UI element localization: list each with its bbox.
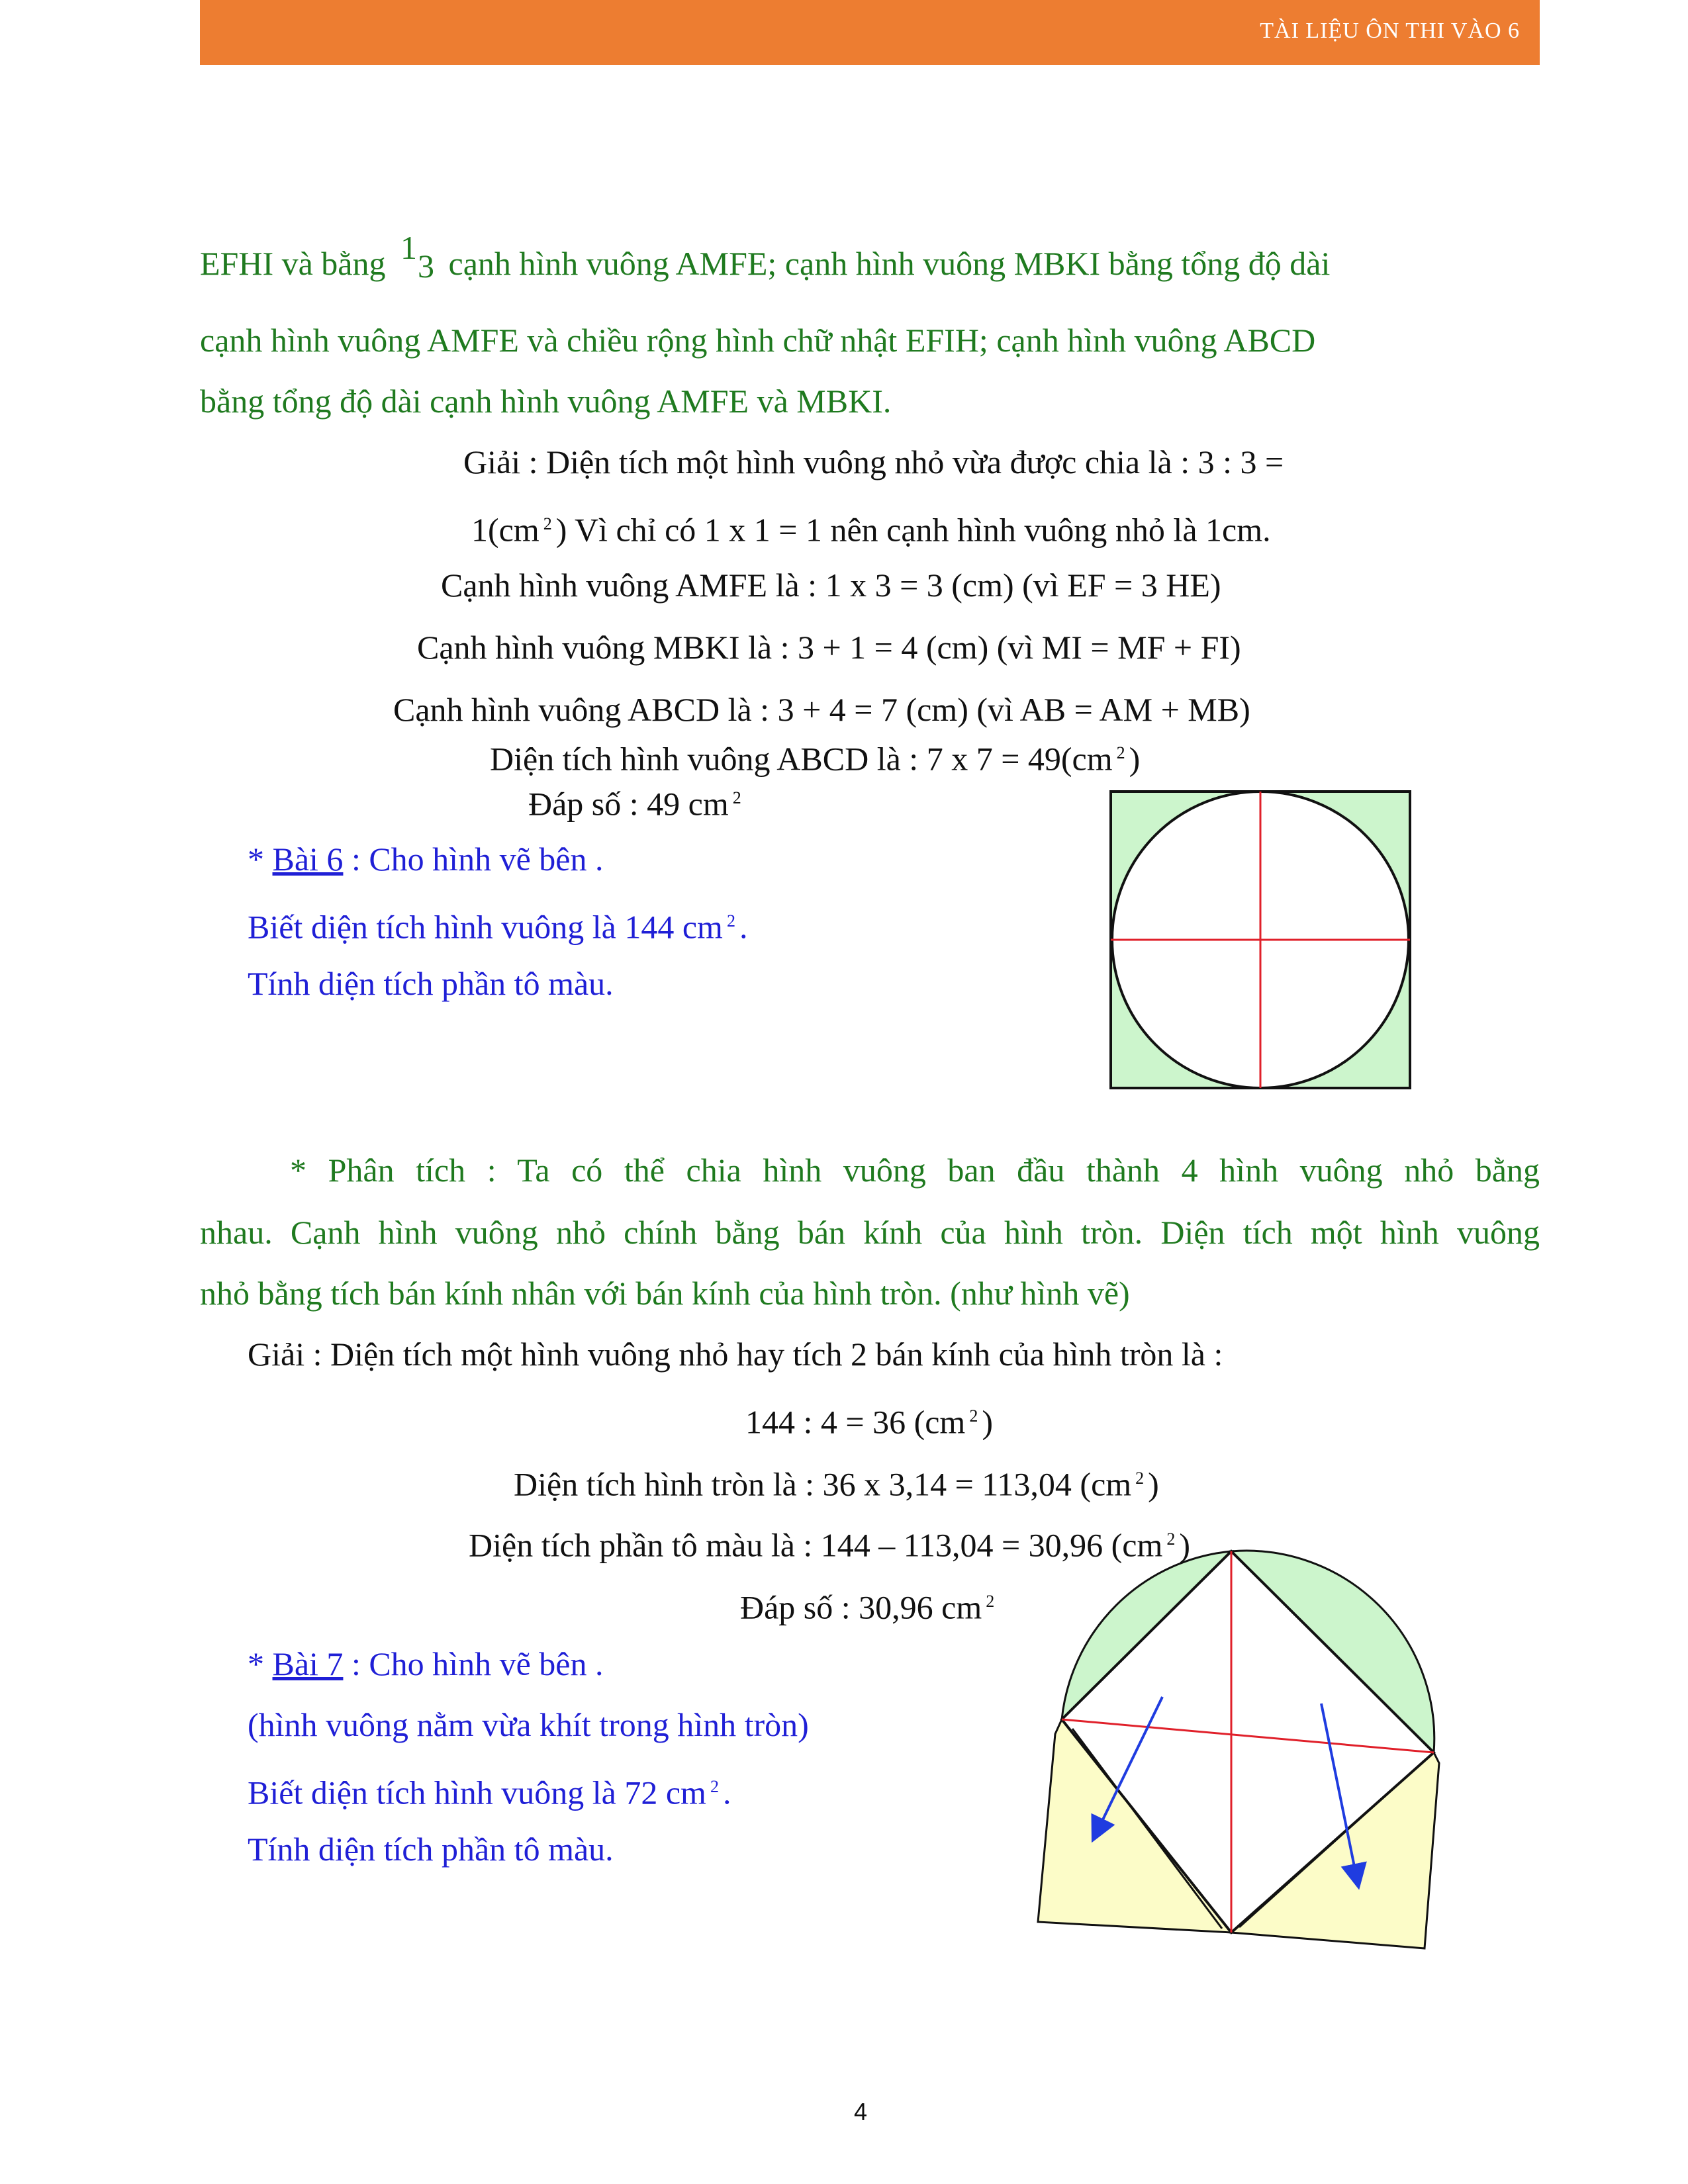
superscript-2: 2	[1135, 1469, 1145, 1488]
superscript-2: 2	[710, 1777, 719, 1796]
intro-line-3: bằng tổng độ dài cạnh hình vuông AMFE và MBKI.	[200, 383, 892, 420]
superscript-2: 2	[732, 788, 741, 807]
page-number: 4	[854, 2098, 868, 2125]
solution5-line-2b: ) Vì chỉ có 1 x 1 = 1 nên cạnh hình vuông nhỏ là 1cm.	[555, 511, 1271, 549]
analysis6-line-3: nhỏ bằng tích bán kính nhân với bán kính của hình tròn. (như hình vẽ)	[200, 1275, 1130, 1312]
superscript-2: 2	[1116, 743, 1125, 762]
bai7-label: Bài 7	[272, 1645, 344, 1682]
bai7-line-3b: .	[722, 1774, 731, 1811]
intro-text-a: EFHI và bằng	[200, 245, 386, 282]
solution6-line-4b: )	[1179, 1526, 1191, 1564]
solution6-line-2	[745, 1396, 993, 1442]
superscript-2: 2	[1166, 1529, 1176, 1549]
solution6-line-1: Giải : Diện tích một hình vuông nhỏ hay tích 2 bán kính của hình tròn là :	[248, 1336, 1223, 1373]
solution6-line-2b: )	[982, 1403, 993, 1441]
bai7-line-3	[248, 1767, 731, 1813]
analysis6-line-1	[200, 1150, 1540, 1190]
solution6-answer	[740, 1582, 998, 1627]
bai6-line-2b: .	[739, 908, 748, 946]
solution5-line-3: Cạnh hình vuông AMFE là : 1 x 3 = 3 (cm) (vì EF = 3 HE)	[441, 567, 1221, 604]
bai7-star: *	[248, 1645, 264, 1682]
solution5-line-4: Cạnh hình vuông MBKI là : 3 + 1 = 4 (cm) (vì MI = MF + FI)	[417, 629, 1241, 666]
bai6-line-2	[248, 901, 747, 947]
header-bar	[200, 0, 1540, 65]
bai6-title-rest: : Cho hình vẽ bên .	[351, 841, 604, 878]
solution5-line-2a: 1(cm	[471, 511, 539, 549]
bai6-title	[248, 839, 603, 879]
bai7-line-3a: Biết diện tích hình vuông là 72 cm	[248, 1774, 706, 1811]
fraction-one-third	[394, 229, 440, 285]
bai6-star: *	[248, 841, 264, 878]
superscript-2: 2	[969, 1406, 978, 1426]
fraction-numerator: 1	[400, 229, 417, 266]
bai7-title	[248, 1644, 603, 1684]
intro-text-b: cạnh hình vuông AMFE; cạnh hình vuông MBKI bằng tổng độ dài	[448, 245, 1331, 282]
solution5-line-2	[471, 504, 1271, 550]
solution6-line-4a: Diện tích phần tô màu là : 144 – 113,04 = 30,96 (cm	[469, 1526, 1163, 1564]
analysis6-line-2: nhau. Cạnh hình vuông nhỏ chính bằng bán kính của hình tròn. Diện tích một hình vuông	[200, 1214, 1540, 1251]
analysis6-line-1-text: * Phân tích : Ta có thể chia hình vuông ban đầu thành 4 hình vuông nhỏ bằng	[290, 1152, 1540, 1189]
solution6-line-3b: )	[1148, 1465, 1159, 1503]
bai6-line-2a: Biết diện tích hình vuông là 144 cm	[248, 908, 723, 946]
solution5-line-6	[490, 733, 1140, 779]
intro-line-1	[200, 229, 1331, 285]
figure-square-in-circle	[1033, 1535, 1456, 1972]
solution6-line-2a: 144 : 4 = 36 (cm	[745, 1403, 966, 1441]
solution5-line-6b: )	[1129, 740, 1141, 778]
header-title: TÀI LIỆU ÔN THI VÀO 6	[1260, 19, 1520, 43]
superscript-2: 2	[986, 1592, 995, 1611]
superscript-2: 2	[726, 911, 735, 931]
solution6-line-3	[514, 1459, 1159, 1504]
bai6-label: Bài 6	[272, 841, 344, 878]
bai7-line-4: Tính diện tích phần tô màu.	[248, 1831, 614, 1868]
solution5-line-5: Cạnh hình vuông ABCD là : 3 + 4 = 7 (cm) (vì AB = AM + MB)	[393, 691, 1250, 728]
solution5-answer-text: Đáp số : 49 cm	[528, 785, 729, 823]
bai7-title-rest: : Cho hình vẽ bên .	[351, 1645, 604, 1682]
solution6-line-3a: Diện tích hình tròn là : 36 x 3,14 = 113,04 (cm	[514, 1465, 1132, 1503]
solution5-answer	[528, 778, 745, 824]
figure-circle-in-square	[1099, 781, 1430, 1105]
bai7-line-2: (hình vuông nằm vừa khít trong hình tròn)	[248, 1706, 809, 1743]
solution5-line-6a: Diện tích hình vuông ABCD là : 7 x 7 = 49(cm	[490, 740, 1113, 778]
fraction-denominator: 3	[418, 248, 434, 285]
bai6-line-3: Tính diện tích phần tô màu.	[248, 965, 614, 1002]
solution6-answer-text: Đáp số : 30,96 cm	[740, 1588, 982, 1626]
intro-line-2: cạnh hình vuông AMFE và chiều rộng hình chữ nhật EFIH; cạnh hình vuông ABCD	[200, 322, 1316, 359]
superscript-2: 2	[543, 514, 552, 533]
solution5-line-1: Giải : Diện tích một hình vuông nhỏ vừa được chia là : 3 : 3 =	[463, 443, 1284, 480]
